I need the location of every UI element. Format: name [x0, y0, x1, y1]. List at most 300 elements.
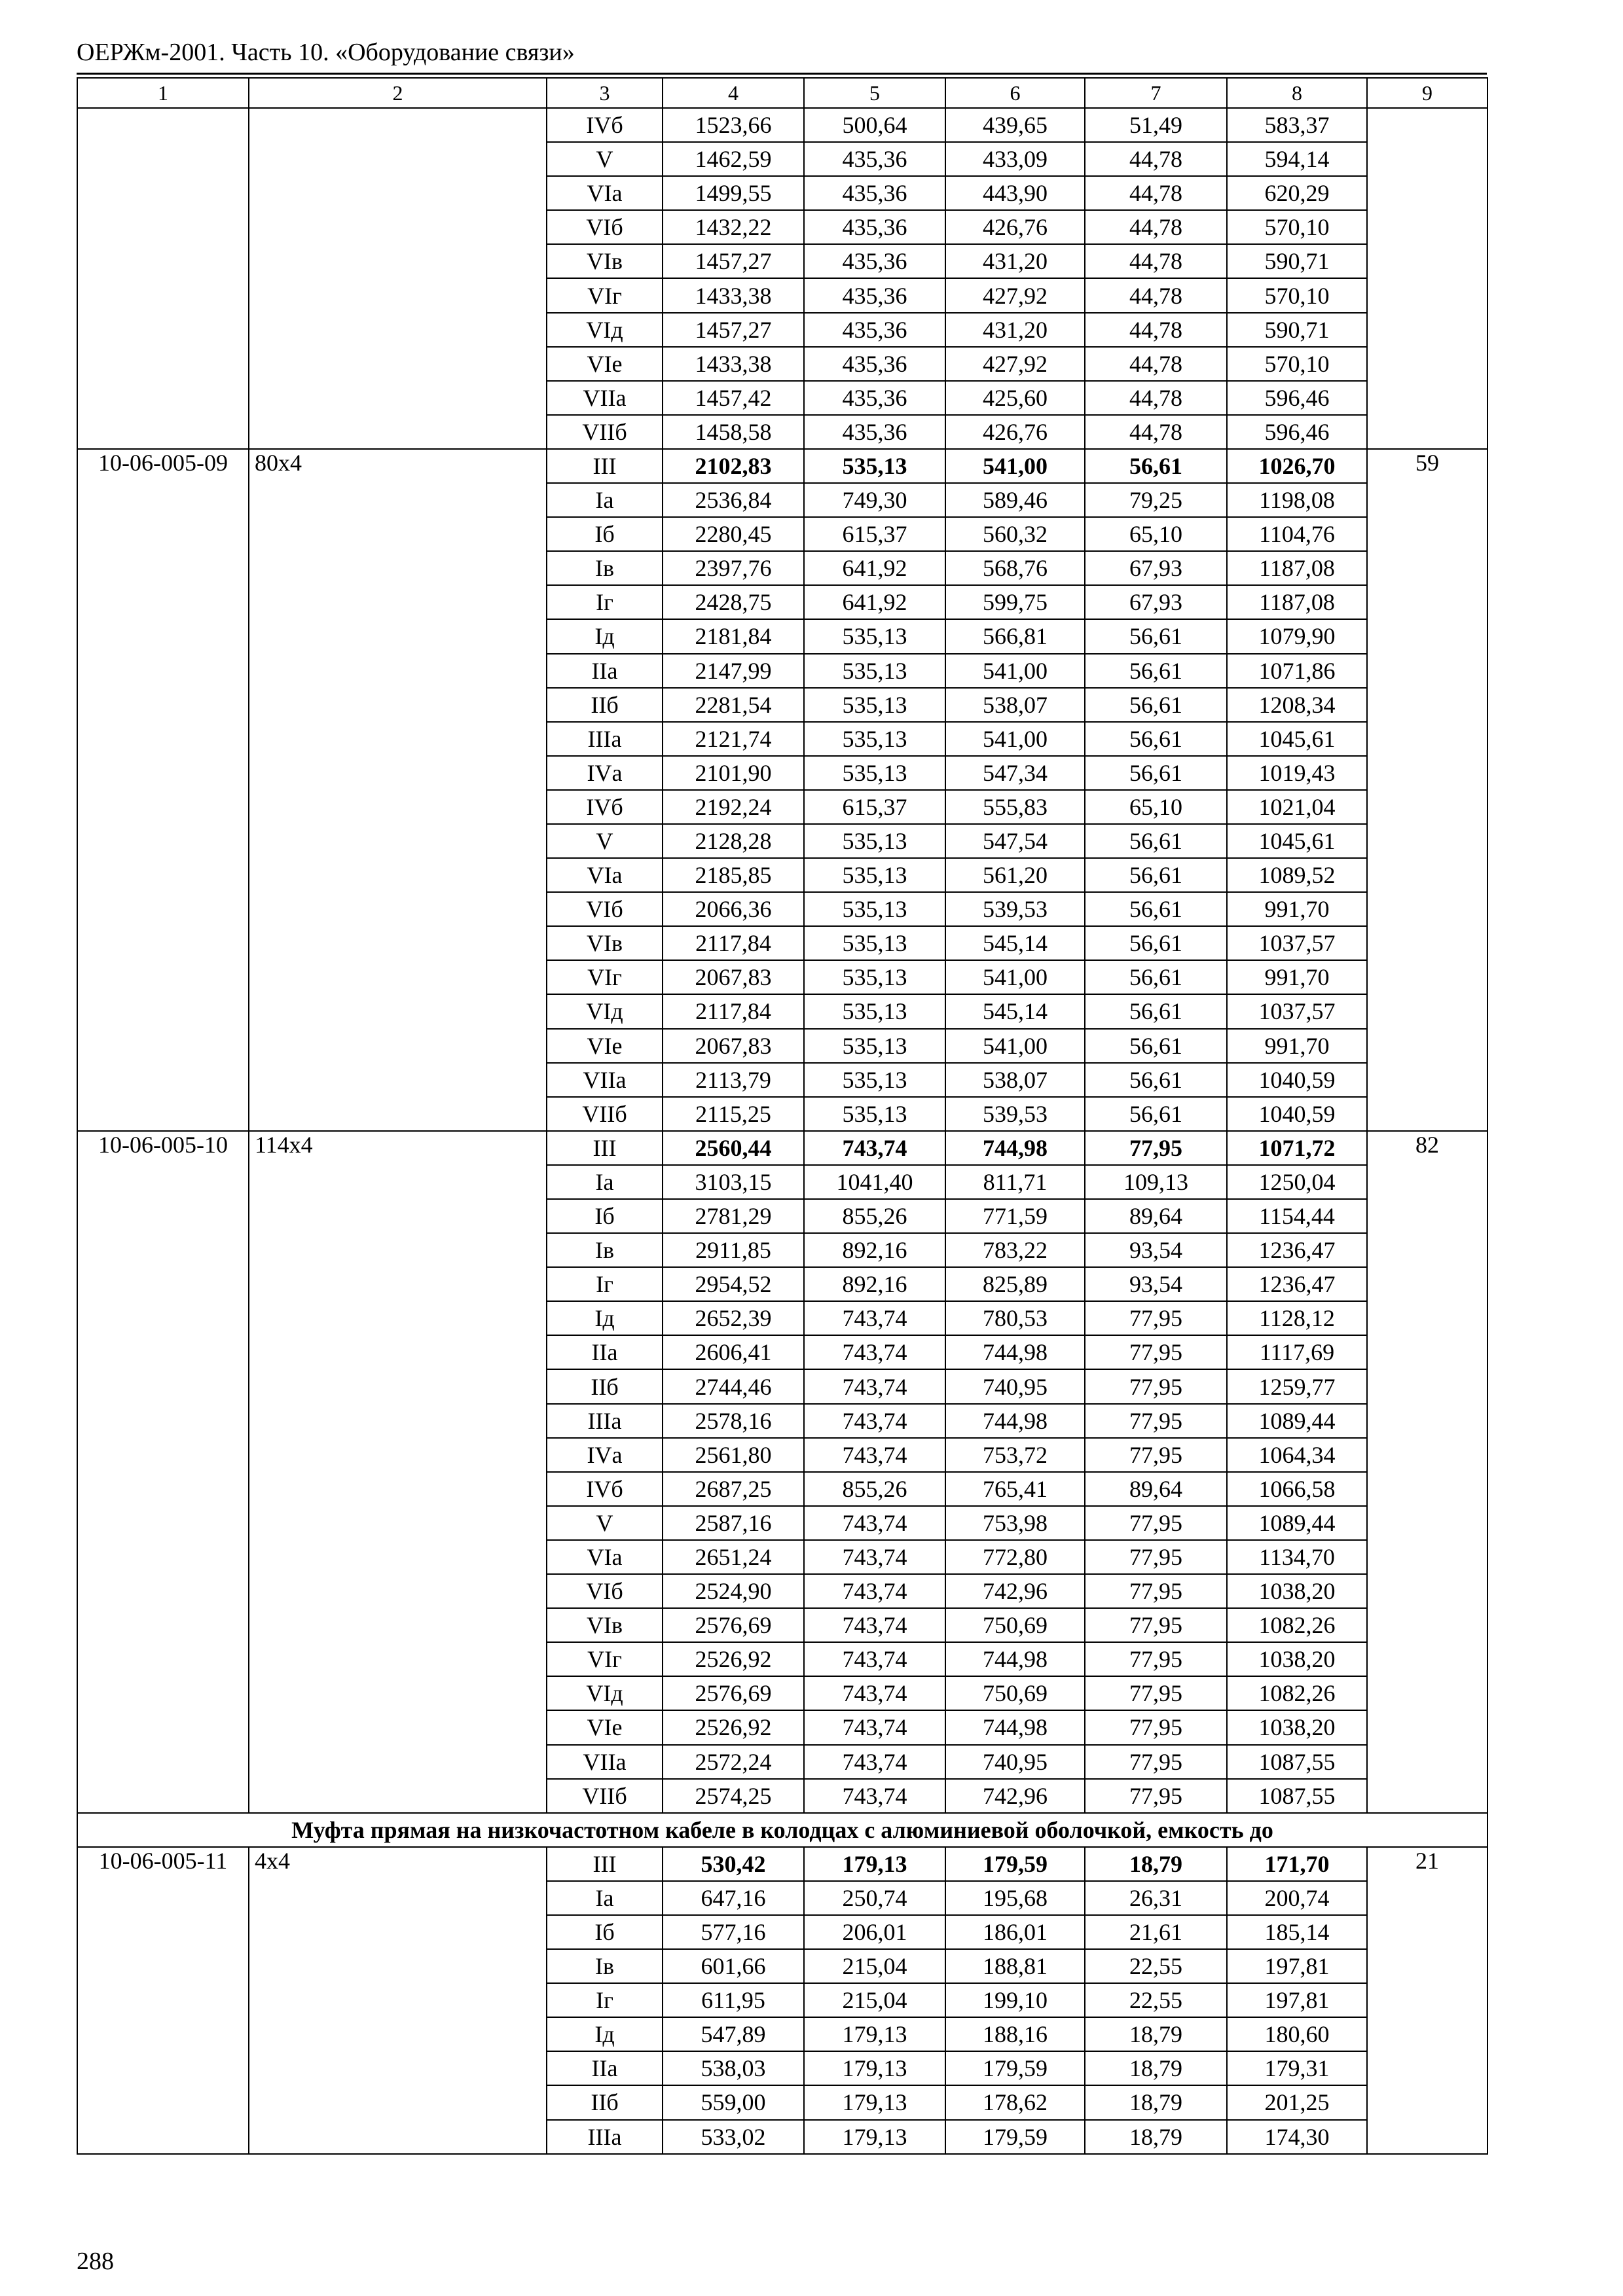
rate-code-cell: 10-06-005-09 [77, 449, 249, 1131]
value-cell: 2101,90 [663, 756, 804, 790]
value-cell: 77,95 [1085, 1745, 1227, 1779]
value-cell: 56,61 [1085, 926, 1227, 960]
value-cell: 596,46 [1227, 381, 1367, 415]
value-cell: 743,74 [804, 1745, 945, 1779]
value-cell: 427,92 [945, 347, 1085, 381]
value-cell: 855,26 [804, 1472, 945, 1506]
value-cell: 67,93 [1085, 585, 1227, 619]
value-cell: 2067,83 [663, 1029, 804, 1063]
value-cell: 109,13 [1085, 1165, 1227, 1199]
value-cell: 991,70 [1227, 892, 1367, 926]
zone-cell: V [547, 824, 663, 858]
value-cell: 568,76 [945, 551, 1085, 585]
value-cell: 750,69 [945, 1608, 1085, 1642]
value-cell: 188,81 [945, 1949, 1085, 1983]
zone-cell: III [547, 1131, 663, 1165]
value-cell: 535,13 [804, 960, 945, 994]
value-cell: 2147,99 [663, 654, 804, 688]
value-cell: 93,54 [1085, 1233, 1227, 1267]
value-cell: 56,61 [1085, 824, 1227, 858]
table-row [77, 108, 1487, 142]
value-cell: 744,98 [945, 1404, 1085, 1438]
value-cell: 1128,12 [1227, 1301, 1367, 1335]
value-cell: 179,13 [804, 2051, 945, 2085]
zone-cell: VIIа [547, 381, 663, 415]
value-cell: 1026,70 [1227, 449, 1367, 483]
value-cell: 1045,61 [1227, 824, 1367, 858]
column-number: 5 [804, 78, 945, 108]
value-cell: 77,95 [1085, 1506, 1227, 1540]
labor-cell: 82 [1367, 1131, 1487, 1813]
value-cell: 22,55 [1085, 1949, 1227, 1983]
value-cell: 2781,29 [663, 1199, 804, 1233]
value-cell: 1089,52 [1227, 858, 1367, 892]
value-cell: 2280,45 [663, 517, 804, 551]
value-cell: 433,09 [945, 142, 1085, 176]
zone-cell: VIа [547, 858, 663, 892]
zone-cell: IIIа [547, 722, 663, 756]
value-cell: 1134,70 [1227, 1540, 1367, 1574]
value-cell: 811,71 [945, 1165, 1085, 1199]
value-cell: 56,61 [1085, 449, 1227, 483]
value-cell: 545,14 [945, 994, 1085, 1028]
value-cell: 744,98 [945, 1131, 1085, 1165]
value-cell: 179,31 [1227, 2051, 1367, 2085]
value-cell: 26,31 [1085, 1881, 1227, 1915]
capacity-cell: 80x4 [249, 449, 547, 1131]
zone-cell: VIIа [547, 1063, 663, 1097]
value-cell: 1038,20 [1227, 1710, 1367, 1744]
value-cell: 2560,44 [663, 1131, 804, 1165]
value-cell: 535,13 [804, 1097, 945, 1131]
value-cell: 171,70 [1227, 1847, 1367, 1881]
zone-cell: IIб [547, 1369, 663, 1403]
value-cell: 2117,84 [663, 926, 804, 960]
value-cell: 186,01 [945, 1915, 1085, 1949]
value-cell: 744,98 [945, 1335, 1085, 1369]
value-cell: 743,74 [804, 1676, 945, 1710]
value-cell: 555,83 [945, 790, 1085, 824]
value-cell: 174,30 [1227, 2120, 1367, 2154]
zone-cell: IIIа [547, 2120, 663, 2154]
value-cell: 435,36 [804, 244, 945, 278]
value-cell: 743,74 [804, 1608, 945, 1642]
value-cell: 541,00 [945, 449, 1085, 483]
zone-cell: VIд [547, 313, 663, 347]
value-cell: 77,95 [1085, 1574, 1227, 1608]
value-cell: 1432,22 [663, 210, 804, 244]
zone-cell: VIе [547, 1710, 663, 1744]
value-cell: 56,61 [1085, 994, 1227, 1028]
value-cell: 743,74 [804, 1131, 945, 1165]
value-cell: 2651,24 [663, 1540, 804, 1574]
value-cell: 56,61 [1085, 1029, 1227, 1063]
value-cell: 44,78 [1085, 381, 1227, 415]
labor-cell [1367, 108, 1487, 449]
value-cell: 570,10 [1227, 210, 1367, 244]
value-cell: 431,20 [945, 244, 1085, 278]
value-cell: 22,55 [1085, 1983, 1227, 2017]
value-cell: 77,95 [1085, 1540, 1227, 1574]
value-cell: 77,95 [1085, 1438, 1227, 1472]
value-cell: 77,95 [1085, 1710, 1227, 1744]
value-cell: 541,00 [945, 722, 1085, 756]
value-cell: 743,74 [804, 1301, 945, 1335]
value-cell: 535,13 [804, 1063, 945, 1097]
value-cell: 535,13 [804, 688, 945, 722]
value-cell: 547,89 [663, 2017, 804, 2051]
zone-cell: Iа [547, 1881, 663, 1915]
zone-cell: Iб [547, 1915, 663, 1949]
value-cell: 2561,80 [663, 1438, 804, 1472]
value-cell: 2066,36 [663, 892, 804, 926]
value-cell: 2115,25 [663, 1097, 804, 1131]
value-cell: 215,04 [804, 1949, 945, 1983]
zone-cell: VIв [547, 926, 663, 960]
value-cell: 21,61 [1085, 1915, 1227, 1949]
value-cell: 771,59 [945, 1199, 1085, 1233]
value-cell: 500,64 [804, 108, 945, 142]
value-cell: 855,26 [804, 1199, 945, 1233]
value-cell: 77,95 [1085, 1404, 1227, 1438]
value-cell: 535,13 [804, 1029, 945, 1063]
value-cell: 179,13 [804, 2085, 945, 2119]
value-cell: 18,79 [1085, 1847, 1227, 1881]
header-rule [77, 73, 1487, 75]
value-cell: 2128,28 [663, 824, 804, 858]
value-cell: 188,16 [945, 2017, 1085, 2051]
value-cell: 743,74 [804, 1369, 945, 1403]
labor-cell: 21 [1367, 1847, 1487, 2154]
value-cell: 1038,20 [1227, 1642, 1367, 1676]
value-cell: 991,70 [1227, 1029, 1367, 1063]
value-cell: 2744,46 [663, 1369, 804, 1403]
value-cell: 2587,16 [663, 1506, 804, 1540]
value-cell: 743,74 [804, 1335, 945, 1369]
zone-cell: VIIб [547, 1097, 663, 1131]
value-cell: 185,14 [1227, 1915, 1367, 1949]
value-cell: 215,04 [804, 1983, 945, 2017]
value-cell: 2397,76 [663, 551, 804, 585]
value-cell: 1040,59 [1227, 1063, 1367, 1097]
value-cell: 2606,41 [663, 1335, 804, 1369]
value-cell: 535,13 [804, 824, 945, 858]
value-cell: 750,69 [945, 1676, 1085, 1710]
value-cell: 538,07 [945, 688, 1085, 722]
zone-cell: VIIб [547, 1779, 663, 1813]
value-cell: 780,53 [945, 1301, 1085, 1335]
zone-cell: VIг [547, 960, 663, 994]
value-cell: 2572,24 [663, 1745, 804, 1779]
value-cell: 2652,39 [663, 1301, 804, 1335]
value-cell: 2911,85 [663, 1233, 804, 1267]
value-cell: 743,74 [804, 1779, 945, 1813]
value-cell: 435,36 [804, 210, 945, 244]
value-cell: 1187,08 [1227, 585, 1367, 619]
value-cell: 431,20 [945, 313, 1085, 347]
value-cell: 435,36 [804, 278, 945, 312]
value-cell: 1187,08 [1227, 551, 1367, 585]
value-cell: 79,25 [1085, 483, 1227, 517]
value-cell: 56,61 [1085, 1097, 1227, 1131]
value-cell: 1071,72 [1227, 1131, 1367, 1165]
zone-cell: VIе [547, 347, 663, 381]
value-cell: 18,79 [1085, 2085, 1227, 2119]
value-cell: 250,74 [804, 1881, 945, 1915]
value-cell: 535,13 [804, 858, 945, 892]
zone-cell: IIа [547, 1335, 663, 1369]
table-row [77, 449, 1487, 483]
value-cell: 744,98 [945, 1710, 1085, 1744]
value-cell: 1154,44 [1227, 1199, 1367, 1233]
value-cell: 2536,84 [663, 483, 804, 517]
value-cell: 749,30 [804, 483, 945, 517]
value-cell: 570,10 [1227, 347, 1367, 381]
value-cell: 56,61 [1085, 858, 1227, 892]
value-cell: 1457,27 [663, 313, 804, 347]
value-cell: 435,36 [804, 381, 945, 415]
value-cell: 1087,55 [1227, 1745, 1367, 1779]
zone-cell: Iг [547, 1983, 663, 2017]
value-cell: 1089,44 [1227, 1506, 1367, 1540]
zone-cell: IVа [547, 1438, 663, 1472]
value-cell: 56,61 [1085, 688, 1227, 722]
value-cell: 180,60 [1227, 2017, 1367, 2051]
value-cell: 1041,40 [804, 1165, 945, 1199]
value-cell: 1523,66 [663, 108, 804, 142]
value-cell: 1458,58 [663, 415, 804, 449]
value-cell: 753,72 [945, 1438, 1085, 1472]
value-cell: 547,34 [945, 756, 1085, 790]
column-number: 2 [249, 78, 547, 108]
value-cell: 1236,47 [1227, 1233, 1367, 1267]
value-cell: 56,61 [1085, 722, 1227, 756]
zone-cell: VIб [547, 1574, 663, 1608]
value-cell: 18,79 [1085, 2017, 1227, 2051]
value-cell: 1045,61 [1227, 722, 1367, 756]
value-cell: 65,10 [1085, 517, 1227, 551]
value-cell: 743,74 [804, 1710, 945, 1744]
zone-cell: VIв [547, 1608, 663, 1642]
value-cell: 753,98 [945, 1506, 1085, 1540]
zone-cell: Iд [547, 1301, 663, 1335]
value-cell: 206,01 [804, 1915, 945, 1949]
value-cell: 197,81 [1227, 1949, 1367, 1983]
column-number: 6 [945, 78, 1085, 108]
column-number: 8 [1227, 78, 1367, 108]
value-cell: 615,37 [804, 790, 945, 824]
value-cell: 547,54 [945, 824, 1085, 858]
value-cell: 1082,26 [1227, 1676, 1367, 1710]
value-cell: 1079,90 [1227, 619, 1367, 653]
value-cell: 559,00 [663, 2085, 804, 2119]
value-cell: 535,13 [804, 722, 945, 756]
value-cell: 1117,69 [1227, 1335, 1367, 1369]
zone-cell: IIа [547, 2051, 663, 2085]
value-cell: 2526,92 [663, 1710, 804, 1744]
value-cell: 44,78 [1085, 313, 1227, 347]
value-cell: 590,71 [1227, 244, 1367, 278]
section-title: Муфта прямая на низкочастотном кабеле в колодцах с алюминиевой оболочкой, емкость до [77, 1813, 1487, 1847]
value-cell: 1198,08 [1227, 483, 1367, 517]
value-cell: 1433,38 [663, 347, 804, 381]
value-cell: 583,37 [1227, 108, 1367, 142]
value-cell: 77,95 [1085, 1131, 1227, 1165]
value-cell: 44,78 [1085, 347, 1227, 381]
value-cell: 535,13 [804, 619, 945, 653]
value-cell: 199,10 [945, 1983, 1085, 2017]
value-cell: 561,20 [945, 858, 1085, 892]
value-cell: 647,16 [663, 1881, 804, 1915]
value-cell: 56,61 [1085, 654, 1227, 688]
value-cell: 2102,83 [663, 449, 804, 483]
price-table [77, 77, 1488, 2155]
value-cell: 1259,77 [1227, 1369, 1367, 1403]
zone-cell: VIб [547, 892, 663, 926]
value-cell: 44,78 [1085, 210, 1227, 244]
table-row [77, 1131, 1487, 1165]
value-cell: 2117,84 [663, 994, 804, 1028]
zone-cell: III [547, 1847, 663, 1881]
value-cell: 825,89 [945, 1267, 1085, 1301]
page-number: 288 [77, 2248, 114, 2275]
value-cell: 426,76 [945, 210, 1085, 244]
zone-cell: Iд [547, 619, 663, 653]
value-cell: 179,59 [945, 1847, 1085, 1881]
value-cell: 439,65 [945, 108, 1085, 142]
value-cell: 77,95 [1085, 1779, 1227, 1813]
value-cell: 596,46 [1227, 415, 1367, 449]
value-cell: 179,13 [804, 1847, 945, 1881]
value-cell: 1037,57 [1227, 926, 1367, 960]
value-cell: 44,78 [1085, 244, 1227, 278]
value-cell: 443,90 [945, 176, 1085, 210]
zone-cell: IVб [547, 108, 663, 142]
zone-cell: Iа [547, 1165, 663, 1199]
value-cell: 2185,85 [663, 858, 804, 892]
value-cell: 179,59 [945, 2120, 1085, 2154]
value-cell: 535,13 [804, 756, 945, 790]
column-number: 4 [663, 78, 804, 108]
zone-cell: Iг [547, 1267, 663, 1301]
zone-cell: IVб [547, 790, 663, 824]
value-cell: 179,13 [804, 2017, 945, 2051]
value-cell: 2181,84 [663, 619, 804, 653]
zone-cell: Iв [547, 1233, 663, 1267]
price-table-container [77, 77, 1487, 2155]
value-cell: 560,32 [945, 517, 1085, 551]
value-cell: 435,36 [804, 415, 945, 449]
zone-cell: VIд [547, 1676, 663, 1710]
value-cell: 1040,59 [1227, 1097, 1367, 1131]
value-cell: 2524,90 [663, 1574, 804, 1608]
value-cell: 641,92 [804, 551, 945, 585]
value-cell: 56,61 [1085, 892, 1227, 926]
labor-cell: 59 [1367, 449, 1487, 1131]
zone-cell: IVа [547, 756, 663, 790]
zone-cell: Iв [547, 1949, 663, 1983]
zone-cell: Iд [547, 2017, 663, 2051]
value-cell: 2067,83 [663, 960, 804, 994]
value-cell: 435,36 [804, 313, 945, 347]
value-cell: 743,74 [804, 1506, 945, 1540]
zone-cell: VIIа [547, 1745, 663, 1779]
table-row [77, 1847, 1487, 1881]
value-cell: 530,42 [663, 1847, 804, 1881]
zone-cell: V [547, 142, 663, 176]
column-number: 1 [77, 78, 249, 108]
value-cell: 2428,75 [663, 585, 804, 619]
value-cell: 1019,43 [1227, 756, 1367, 790]
value-cell: 1082,26 [1227, 1608, 1367, 1642]
zone-cell: VIг [547, 1642, 663, 1676]
value-cell: 783,22 [945, 1233, 1085, 1267]
rate-code-cell: 10-06-005-10 [77, 1131, 249, 1813]
value-cell: 2576,69 [663, 1676, 804, 1710]
zone-cell: III [547, 449, 663, 483]
zone-cell: IIа [547, 654, 663, 688]
value-cell: 742,96 [945, 1779, 1085, 1813]
value-cell: 599,75 [945, 585, 1085, 619]
value-cell: 178,62 [945, 2085, 1085, 2119]
value-cell: 1037,57 [1227, 994, 1367, 1028]
zone-cell: V [547, 1506, 663, 1540]
value-cell: 56,61 [1085, 960, 1227, 994]
value-cell: 772,80 [945, 1540, 1085, 1574]
column-number-row [77, 78, 1487, 108]
capacity-cell: 4x4 [249, 1847, 547, 2154]
value-cell: 1087,55 [1227, 1779, 1367, 1813]
value-cell: 743,74 [804, 1438, 945, 1472]
value-cell: 77,95 [1085, 1301, 1227, 1335]
value-cell: 2281,54 [663, 688, 804, 722]
value-cell: 3103,15 [663, 1165, 804, 1199]
value-cell: 538,03 [663, 2051, 804, 2085]
zone-cell: Iг [547, 585, 663, 619]
value-cell: 425,60 [945, 381, 1085, 415]
value-cell: 1457,27 [663, 244, 804, 278]
value-cell: 1066,58 [1227, 1472, 1367, 1506]
value-cell: 89,64 [1085, 1472, 1227, 1506]
zone-cell: Iб [547, 1199, 663, 1233]
column-number: 3 [547, 78, 663, 108]
column-number: 9 [1367, 78, 1487, 108]
zone-cell: VIIб [547, 415, 663, 449]
value-cell: 77,95 [1085, 1608, 1227, 1642]
value-cell: 744,98 [945, 1642, 1085, 1676]
value-cell: 1038,20 [1227, 1574, 1367, 1608]
value-cell: 427,92 [945, 278, 1085, 312]
value-cell: 570,10 [1227, 278, 1367, 312]
value-cell: 2576,69 [663, 1608, 804, 1642]
value-cell: 539,53 [945, 1097, 1085, 1131]
value-cell: 1250,04 [1227, 1165, 1367, 1199]
value-cell: 56,61 [1085, 1063, 1227, 1097]
value-cell: 179,59 [945, 2051, 1085, 2085]
value-cell: 589,46 [945, 483, 1085, 517]
value-cell: 201,25 [1227, 2085, 1367, 2119]
value-cell: 1064,34 [1227, 1438, 1367, 1472]
value-cell: 2574,25 [663, 1779, 804, 1813]
zone-cell: VIв [547, 244, 663, 278]
value-cell: 590,71 [1227, 313, 1367, 347]
value-cell: 44,78 [1085, 415, 1227, 449]
zone-cell: IIб [547, 2085, 663, 2119]
value-cell: 2121,74 [663, 722, 804, 756]
rate-code-cell [77, 108, 249, 449]
value-cell: 1208,34 [1227, 688, 1367, 722]
value-cell: 435,36 [804, 142, 945, 176]
